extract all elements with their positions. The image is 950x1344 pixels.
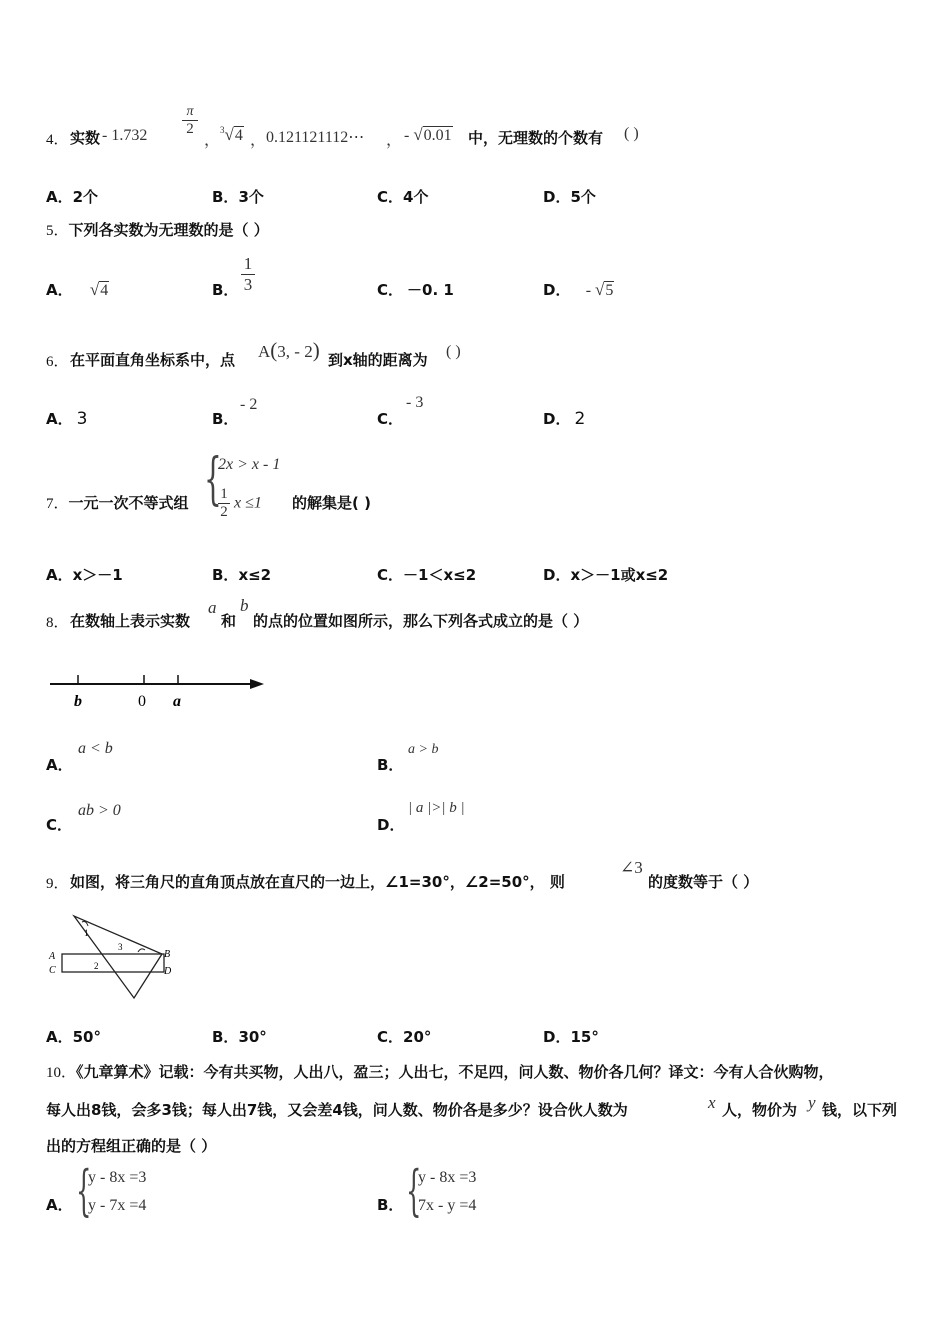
question-6-option-d[interactable]: D． 2 bbox=[543, 409, 586, 429]
question-4-neg-root: - √0.01 bbox=[404, 125, 452, 144]
question-8-option-c[interactable]: C． bbox=[46, 816, 73, 834]
question-6-option-b[interactable]: B． bbox=[212, 410, 239, 428]
question-6-number: 6． bbox=[46, 354, 69, 370]
question-8-conj: 和 bbox=[221, 612, 237, 630]
question-8-var-a: a bbox=[208, 598, 217, 617]
question-5-option-d[interactable]: D． - √5 bbox=[543, 280, 614, 299]
number-line-label-b: b bbox=[74, 693, 82, 710]
question-4-paren: ( ) bbox=[624, 125, 639, 142]
question-10-option-a-eq-1: y - 8x =3 bbox=[88, 1169, 147, 1186]
question-7-stem bbox=[46, 492, 189, 513]
figure-label-3: 3 bbox=[118, 942, 123, 952]
question-10-var-y: y bbox=[808, 1093, 816, 1112]
question-5-stem bbox=[46, 219, 269, 240]
question-4-comma-2: ， bbox=[250, 132, 267, 149]
question-10-option-b[interactable]: B． bbox=[377, 1196, 404, 1214]
question-4-option-b[interactable]: B．3个 bbox=[212, 188, 264, 206]
question-7-option-a[interactable]: A．x＞－1 bbox=[46, 566, 123, 584]
figure-label-b: B bbox=[164, 949, 171, 960]
question-9-text: 如图，将三角尺的直角顶点放在直尺的一边上，∠1=30°，∠2=50°， 则 bbox=[70, 873, 565, 891]
question-7-inequality-1: 2x > x - 1 bbox=[218, 456, 281, 473]
question-7-tail: 的解集是( ) bbox=[292, 494, 371, 512]
question-5-text: 下列各实数为无理数的是（ ） bbox=[68, 221, 269, 239]
question-10-option-a-eq-2: y - 7x =4 bbox=[88, 1197, 147, 1214]
question-10-line-1: 10．《九章算术》记载：今有共买物，人出八，盈三；人出七，不足四，问人数、物价各几何？译文：今有人合伙购物， bbox=[46, 1063, 834, 1081]
question-8-option-d-value: | a |>| b | bbox=[408, 800, 465, 816]
figure-label-d: D bbox=[164, 966, 172, 977]
question-10-option-b-eq-1: y - 8x =3 bbox=[418, 1169, 477, 1186]
question-4-comma-3: ， bbox=[386, 132, 403, 149]
question-5-option-b-fraction: 1 3 bbox=[241, 254, 255, 295]
question-10-option-b-eq-2: 7x - y =4 bbox=[418, 1197, 477, 1214]
question-8-text-1: 在数轴上表示实数 bbox=[70, 612, 191, 630]
question-6-option-c[interactable]: C． bbox=[377, 410, 404, 428]
question-7-option-d[interactable]: D．x＞－1或x≤2 bbox=[543, 566, 669, 584]
question-8-text-2: 的点的位置如图所示，那么下列各式成立的是（ ） bbox=[253, 612, 589, 630]
angle-arc-3 bbox=[138, 949, 145, 952]
question-4-option-d[interactable]: D．5个 bbox=[543, 188, 596, 206]
question-8-option-b-value: a > b bbox=[408, 742, 439, 757]
figure-label-a: A bbox=[49, 951, 56, 962]
question-9-option-c[interactable]: C．20° bbox=[377, 1028, 432, 1046]
question-6-text: 在平面直角坐标系中，点 bbox=[70, 351, 236, 369]
number-line-arrow bbox=[250, 679, 264, 689]
question-10-var-x: x bbox=[708, 1093, 716, 1112]
question-5-option-a[interactable]: A． √4 bbox=[46, 280, 109, 299]
question-8-option-a-value: a < b bbox=[78, 740, 113, 757]
question-7-option-c[interactable]: C．－1＜x≤2 bbox=[377, 566, 477, 584]
question-8-number: 8． bbox=[46, 615, 69, 631]
question-4-option-c[interactable]: C．4个 bbox=[377, 188, 429, 206]
question-9-angle: ∠3 bbox=[620, 858, 643, 877]
triangle-ruler-figure bbox=[46, 912, 178, 1004]
question-6-option-a[interactable]: A． 3 bbox=[46, 409, 88, 429]
question-10-option-a[interactable]: A． bbox=[46, 1196, 73, 1214]
question-7-option-b[interactable]: B．x≤2 bbox=[212, 566, 272, 584]
number-line-label-a: a bbox=[173, 693, 181, 710]
question-4-cube-root: $^3$√4 bbox=[220, 125, 243, 144]
question-6-option-c-value: - 3 bbox=[406, 394, 424, 411]
question-5-number: 5． bbox=[46, 223, 69, 239]
number-line-label-zero: 0 bbox=[138, 693, 146, 710]
question-9-option-a[interactable]: A．50° bbox=[46, 1028, 101, 1046]
question-10-option-a-brace: { bbox=[76, 1159, 92, 1222]
question-9-tail: 的度数等于（ ） bbox=[648, 873, 759, 891]
question-10-option-b-brace: { bbox=[406, 1159, 422, 1222]
number-line-figure bbox=[46, 664, 276, 720]
question-8-option-a[interactable]: A． bbox=[46, 756, 73, 774]
question-10-line-3: 出的方程组正确的是（ ） bbox=[46, 1137, 217, 1155]
question-4-fraction: π 2 bbox=[182, 104, 198, 138]
question-4-lead: 实数 bbox=[70, 129, 101, 147]
question-6-mid: 到x轴的距离为 bbox=[328, 351, 428, 369]
question-5-option-b[interactable]: B． bbox=[212, 281, 239, 299]
question-5-option-c[interactable]: C． －0. 1 bbox=[377, 281, 454, 299]
question-6-paren: ( ) bbox=[446, 343, 461, 360]
figure-label-2: 2 bbox=[94, 961, 99, 971]
question-8-option-d[interactable]: D． bbox=[377, 816, 405, 834]
question-8-var-b: b bbox=[240, 596, 249, 615]
question-9-option-b[interactable]: B．30° bbox=[212, 1028, 267, 1046]
question-4-tail: 中，无理数的个数有 bbox=[468, 129, 604, 147]
question-8-option-b[interactable]: B． bbox=[377, 756, 404, 774]
question-7-text: 一元一次不等式组 bbox=[68, 494, 189, 512]
question-7-inequality-2: $\frac{1}{2}$ x ≤1 bbox=[218, 486, 262, 521]
question-4-option-a[interactable]: A．2个 bbox=[46, 188, 99, 206]
question-4-number: 4． bbox=[46, 132, 69, 148]
question-7-number: 7． bbox=[46, 496, 69, 512]
question-8-option-c-value: ab > 0 bbox=[78, 802, 121, 819]
question-9-option-d[interactable]: D．15° bbox=[543, 1028, 599, 1046]
question-4-value-1: - 1.732 bbox=[102, 127, 148, 144]
question-7-brace: { bbox=[204, 447, 222, 512]
question-6-option-b-value: - 2 bbox=[240, 396, 258, 413]
question-6-point: A(3, - 2) bbox=[258, 338, 320, 362]
figure-label-1: 1 bbox=[84, 928, 89, 938]
question-9-number: 9． bbox=[46, 876, 69, 892]
question-10-number: 10． bbox=[46, 1065, 77, 1081]
figure-label-c: C bbox=[49, 965, 56, 976]
question-4-value-4: 0.121121112⋯ bbox=[266, 129, 365, 146]
question-4-comma-1: ， bbox=[204, 132, 221, 149]
